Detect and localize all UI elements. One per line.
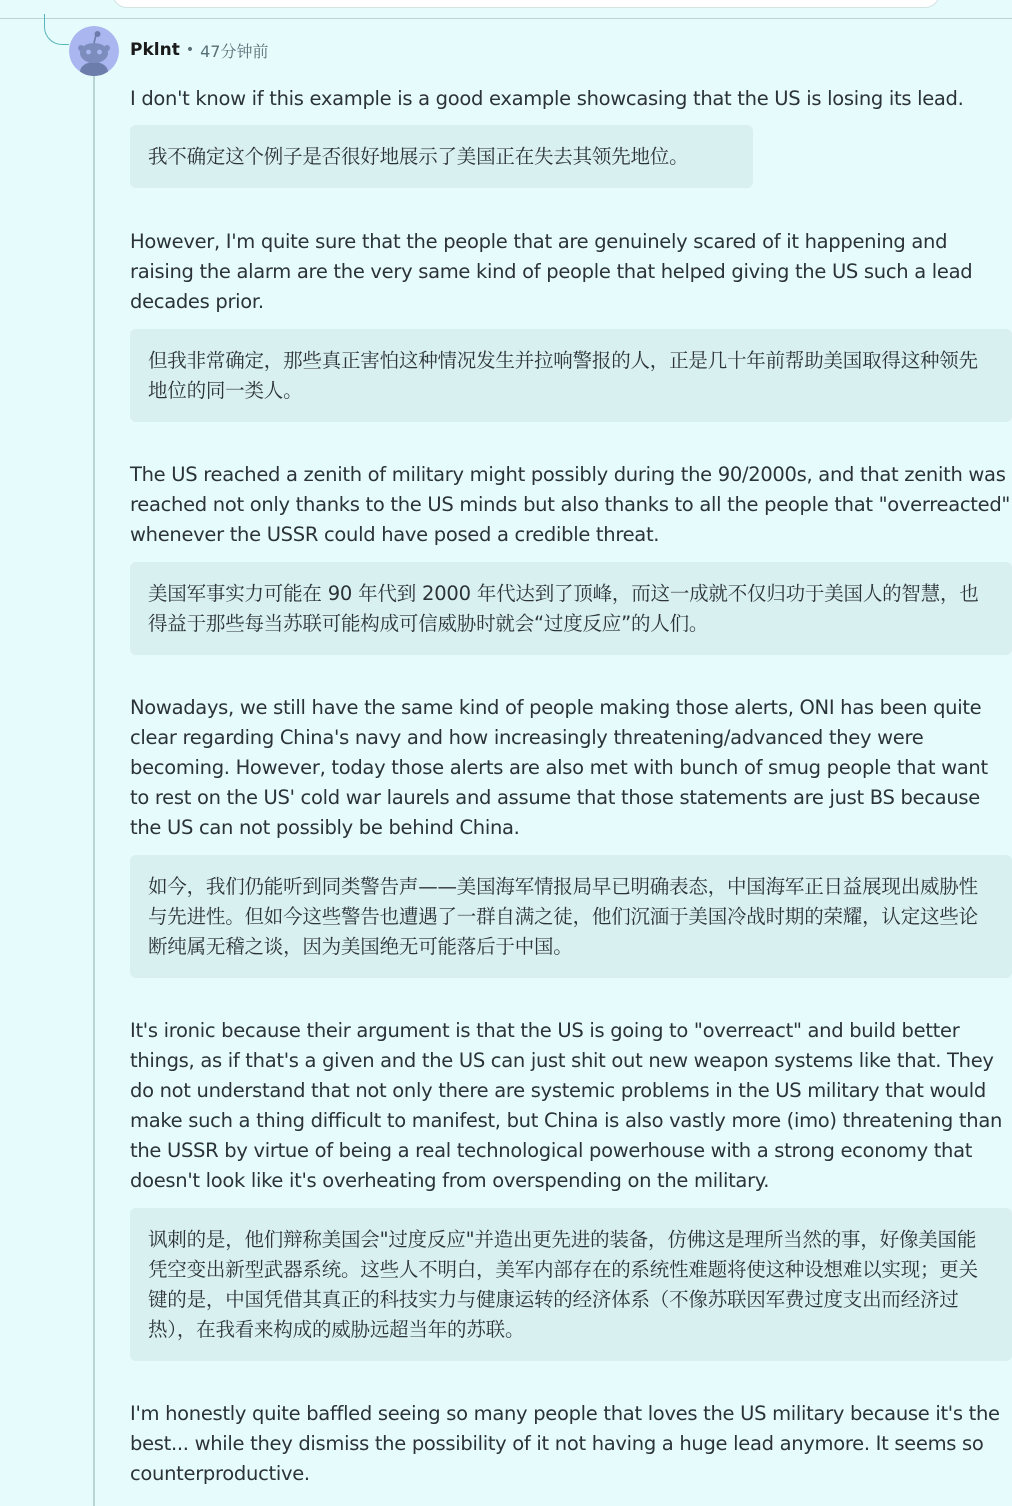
translation-block: 但我非常确定，那些真正害怕这种情况发生并拉响警报的人，正是几十年前帮助美国取得这种领先地位的同一类人。 — [130, 329, 1012, 422]
comment-paragraph: The US reached a zenith of military might possibly during the 90/2000s, and that zenith was reached not only thanks to the US minds but also thanks to all the people that "overreacted" whenever the USSR could have posed a credible threat. — [130, 463, 1011, 546]
reddit-snoo-avatar-icon — [69, 26, 119, 76]
timestamp[interactable]: 47分钟前 — [200, 41, 269, 61]
translation-block: 美国军事实力可能在 90 年代到 2000 年代达到了顶峰，而这一成就不仅归功于美国人的智慧，也得益于那些每当苏联可能构成可信威胁时就会“过度反应”的人们。 — [130, 562, 1012, 655]
comment-paragraph: It's ironic because their argument is that the US is going to "overreact" and build better things, as if that's a given and the US can just shit out new weapon systems like that. They do not understand that not only there are systemic problems in the US military that would make such a thing difficult to manifest, but China is also vastly more (imo) threatening than the USSR by virtue of being a real technological powerhouse with a strong economy that doesn't look like it's overheating from overspending on the military. — [130, 1019, 1003, 1192]
translation-block: 如今，我们仍能听到同类警告声——美国海军情报局早已明确表态，中国海军正日益展现出威胁性与先进性。但如今这些警告也遭遇了一群自满之徒，他们沉湎于美国冷战时期的荣耀，认定这些论断纯属无稽之谈，因为美国绝无可能落后于中国。 — [130, 855, 1012, 978]
comment-body — [130, 84, 1012, 1489]
username-link[interactable]: Pklnt — [130, 40, 180, 60]
separator-dot: • — [185, 42, 195, 58]
translation-block: 我不确定这个例子是否很好地展示了美国正在失去其领先地位。 — [130, 125, 753, 188]
comment-paragraph: Nowadays, we still have the same kind of people making those alerts, ONI has been quite clear regarding China's navy and how increasingly threatening/advanced they were becoming. However, today those alerts are also met with bunch of smug people that want to rest on the US' cold war laurels and assume that those statements are just BS because the US can not possibly be behind China. — [130, 696, 988, 839]
translation-block: 讽刺的是，他们辩称美国会"过度反应"并造出更先进的装备，仿佛这是理所当然的事，好像美国能凭空变出新型武器系统。这些人不明白，美军内部存在的系统性难题将使这种设想难以实现；更关键的是，中国凭借其真正的科技实力与健康运转的经济体系（不像苏联因军费过度支出而经济过热），在我看来构成的威胁远超当年的苏联。 — [130, 1208, 1012, 1361]
user-avatar[interactable] — [69, 26, 119, 76]
comment-paragraph: I don't know if this example is a good example showcasing that the US is losing its lead. — [130, 87, 964, 110]
comment-paragraph: I'm honestly quite baffled seeing so many people that loves the US military because it's the best... while they dismiss the possibility of it not having a huge lead anymore. It seems so counterproductive. — [130, 1402, 1000, 1485]
comment-paragraph: However, I'm quite sure that the people that are genuinely scared of it happening and raising the alarm are the very same kind of people that helped giving the US such a lead decades prior. — [130, 230, 973, 313]
reply-input-edge[interactable] — [112, 0, 940, 8]
thread-line[interactable] — [93, 76, 95, 1506]
thread-connector — [44, 14, 69, 45]
comment-header — [130, 38, 268, 62]
